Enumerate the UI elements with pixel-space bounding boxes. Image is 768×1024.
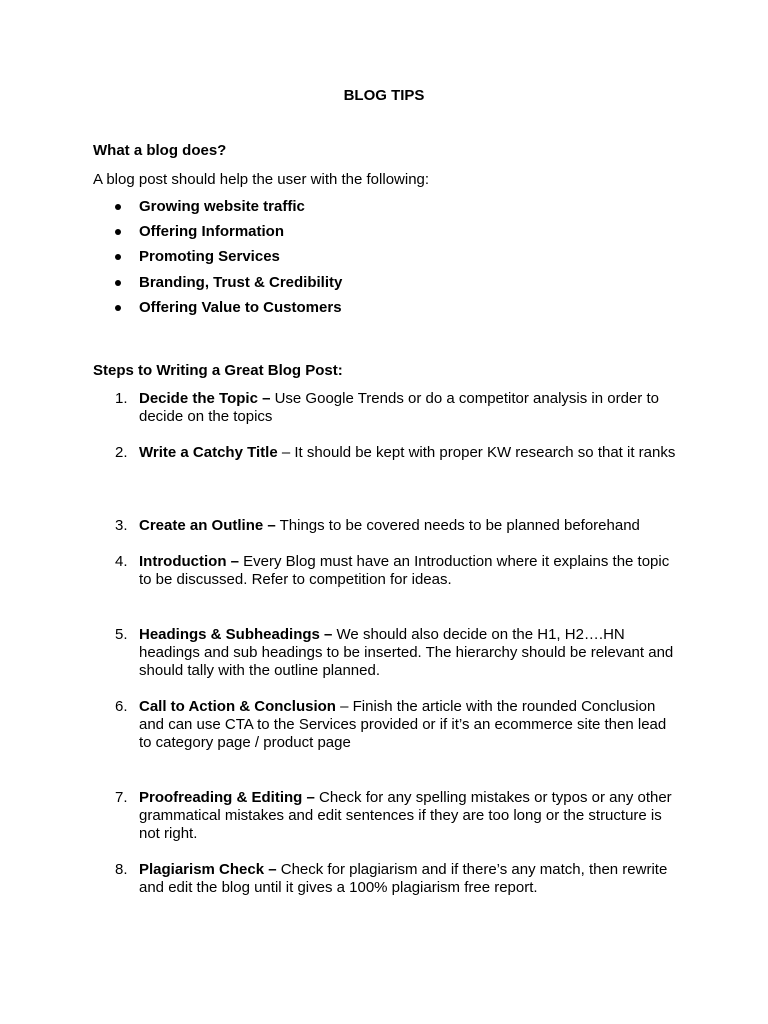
step-body <box>139 517 679 535</box>
step-number: 4. <box>115 553 128 570</box>
bullet-item-label: Growing website traffic <box>139 198 305 215</box>
bullet-icon <box>115 280 121 286</box>
bullet-item <box>93 299 342 324</box>
step-body <box>139 626 679 680</box>
step-number: 5. <box>115 626 128 643</box>
bullet-item <box>93 223 342 248</box>
bullet-icon <box>115 204 121 210</box>
step-body <box>139 789 679 843</box>
step-body <box>139 390 679 426</box>
step-title: Introduction – <box>139 553 239 570</box>
step-title: Call to Action & Conclusion <box>139 698 336 715</box>
bullet-item-label: Offering Value to Customers <box>139 298 342 316</box>
step-title: Decide the Topic – <box>139 390 271 407</box>
section-intro-text: A blog post should help the user with the following: <box>93 171 430 188</box>
step-body <box>139 698 679 752</box>
bullet-icon <box>115 254 121 260</box>
step-text: Every Blog must have an Introduction where it explains the topic to be discussed. Refer to competition for ideas. <box>139 553 670 588</box>
step-number: 2. <box>115 444 128 461</box>
bullet-item-label: Promoting Services <box>139 248 280 266</box>
step-title: Proofreading & Editing – <box>139 789 315 806</box>
step-text: Use Google Trends or do a competitor analysis in order to decide on the topics <box>139 390 659 425</box>
benefits-bullet-list <box>93 198 342 324</box>
bullet-item <box>93 198 342 223</box>
document-title: BLOG TIPS <box>343 87 425 104</box>
section-steps-heading: Steps to Writing a Great Blog Post: <box>93 362 343 379</box>
bullet-item <box>93 274 342 299</box>
bullet-icon <box>115 229 121 235</box>
section-what-a-blog-does-heading: What a blog does? <box>93 142 227 159</box>
bullet-item <box>93 248 342 273</box>
step-number: 6. <box>115 698 128 715</box>
step-title: Write a Catchy Title <box>139 444 278 461</box>
step-number: 3. <box>115 517 128 534</box>
step-title: Plagiarism Check – <box>139 861 277 878</box>
step-text: Check for any spelling mistakes or typos or any other grammatical mistakes and edit sentences if they are too long or the structure is not right. <box>139 789 672 842</box>
step-number: 8. <box>115 861 128 878</box>
step-text: – It should be kept with proper KW research so that it ranks <box>277 444 676 461</box>
step-text: – Finish the article with the rounded Conclusion and can use CTA to the Services provided or if it’s an ecommerce site then lead to category page / product page <box>139 698 667 751</box>
step-body <box>139 444 679 462</box>
step-body <box>139 861 679 897</box>
step-text: We should also decide on the H1, H2….HN headings and sub headings to be inserted. The hierarchy should be relevant and should tally with the outline planned. <box>139 626 674 679</box>
step-body <box>139 553 679 589</box>
step-title: Create an Outline – <box>139 517 276 534</box>
bullet-icon <box>115 305 121 311</box>
bullet-item-label: Branding, Trust & Credibility <box>139 273 343 291</box>
step-number: 1. <box>115 390 128 407</box>
step-text: Check for plagiarism and if there’s any match, then rewrite and edit the blog until it gives a 100% plagiarism free report. <box>139 861 668 896</box>
step-text: Things to be covered needs to be planned beforehand <box>275 517 640 534</box>
bullet-item-label: Offering Information <box>139 223 284 241</box>
step-number: 7. <box>115 789 128 806</box>
step-title: Headings & Subheadings – <box>139 626 333 643</box>
